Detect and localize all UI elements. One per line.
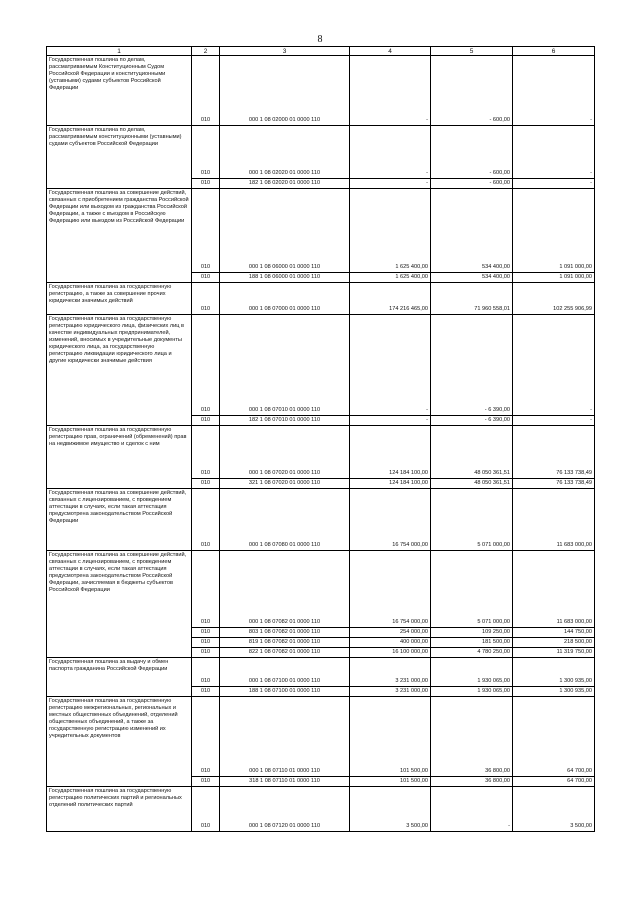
- budget-code-cell: 819 1 08 07082 01 0000 110: [220, 638, 350, 648]
- approved-amount-cell: 124 184 100,00: [350, 426, 431, 479]
- column-header-1: 1: [47, 47, 192, 56]
- executed-amount-cell: 5 071 000,00: [431, 489, 513, 551]
- executed-amount-cell: 109 250,00: [431, 628, 513, 638]
- unexecuted-amount-cell: -: [513, 416, 595, 426]
- indicator-name: Государственная пошлина за государственную регистрацию политических партий и региональных отделений политических партий: [47, 787, 192, 832]
- line-code-cell: 010: [192, 56, 220, 126]
- column-header-6: 6: [513, 47, 595, 56]
- column-header-2: 2: [192, 47, 220, 56]
- indicator-name: Государственная пошлина за государственную регистрацию, а также за совершение прочих юридически значимых действий: [47, 283, 192, 315]
- table-row: [47, 551, 595, 628]
- line-code-cell: 010: [192, 551, 220, 628]
- budget-code-cell: 000 1 08 02020 01 0000 110: [220, 126, 350, 179]
- unexecuted-amount-cell: 3 500,00: [513, 787, 595, 832]
- indicator-name: Государственная пошлина за государственную регистрацию прав, ограничений (обременений) прав на недвижимое имущество и сделок с ним: [47, 426, 192, 489]
- executed-amount-cell: 36 800,00: [431, 777, 513, 787]
- line-code-cell: 010: [192, 315, 220, 416]
- approved-amount-cell: 16 100 000,00: [350, 648, 431, 658]
- unexecuted-amount-cell: 1 091 000,00: [513, 189, 595, 273]
- indicator-name: Государственная пошлина за совершение действий, связанных с лицензированием, с проведением аттестации в случаях, если такая аттестация предусмотрена законодательством Российской Федерации, зачисляемая в бюджеты субъектов Российской Федерации: [47, 551, 192, 658]
- unexecuted-amount-cell: 102 255 906,99: [513, 283, 595, 315]
- budget-code-cell: 000 1 08 07020 01 0000 110: [220, 426, 350, 479]
- line-code-cell: 010: [192, 648, 220, 658]
- budget-code-cell: 000 1 08 07080 01 0000 110: [220, 489, 350, 551]
- approved-amount-cell: -: [350, 126, 431, 179]
- unexecuted-amount-cell: -: [513, 126, 595, 179]
- line-code-cell: 010: [192, 479, 220, 489]
- table-row: [47, 658, 595, 687]
- budget-code-cell: 318 1 08 07110 01 0000 110: [220, 777, 350, 787]
- executed-amount-cell: 181 500,00: [431, 638, 513, 648]
- indicator-name: Государственная пошлина за выдачу и обмен паспорта гражданина Российской Федерации: [47, 658, 192, 697]
- executed-amount-cell: 48 050 361,51: [431, 426, 513, 479]
- table-body: [47, 47, 595, 832]
- budget-code-cell: 000 1 08 07000 01 0000 110: [220, 283, 350, 315]
- approved-amount-cell: -: [350, 416, 431, 426]
- unexecuted-amount-cell: 11 683 000,00: [513, 551, 595, 628]
- line-code-cell: 010: [192, 777, 220, 787]
- budget-code-cell: 321 1 08 07020 01 0000 110: [220, 479, 350, 489]
- table-row: [47, 697, 595, 777]
- line-code-cell: 010: [192, 283, 220, 315]
- indicator-name: Государственная пошлина по делам, рассматриваемым Конституционным Судом Российской Федерации и конституционными (уставными) судами субъектов Российской Федерации: [47, 56, 192, 126]
- budget-code-cell: 000 1 08 06000 01 0000 110: [220, 189, 350, 273]
- budget-code-cell: 000 1 08 07120 01 0000 110: [220, 787, 350, 832]
- approved-amount-cell: 16 754 000,00: [350, 551, 431, 628]
- indicator-name: Государственная пошлина за государственную регистрацию юридического лица, физических лиц в качестве индивидуальных предпринимателей, изменений, вносимых в учредительные документы юридического лица, за государственную регистрацию ликвидации юридического лица и другие юридически значимые действия: [47, 315, 192, 426]
- unexecuted-amount-cell: 1 091 000,00: [513, 273, 595, 283]
- executed-amount-cell: 71 960 558,01: [431, 283, 513, 315]
- revenue-table: [46, 46, 595, 832]
- approved-amount-cell: 3 500,00: [350, 787, 431, 832]
- line-code-cell: 010: [192, 426, 220, 479]
- unexecuted-amount-cell: -: [513, 315, 595, 416]
- table-row: [47, 283, 595, 315]
- unexecuted-amount-cell: 64 700,00: [513, 697, 595, 777]
- budget-code-cell: 822 1 08 07082 01 0000 110: [220, 648, 350, 658]
- table-row: [47, 56, 595, 126]
- approved-amount-cell: 101 500,00: [350, 777, 431, 787]
- approved-amount-cell: 400 000,00: [350, 638, 431, 648]
- budget-code-cell: 000 1 08 02000 01 0000 110: [220, 56, 350, 126]
- line-code-cell: 010: [192, 189, 220, 273]
- unexecuted-amount-cell: -: [513, 56, 595, 126]
- column-header-3: 3: [220, 47, 350, 56]
- budget-code-cell: 188 1 08 06000 01 0000 110: [220, 273, 350, 283]
- approved-amount-cell: 3 231 000,00: [350, 658, 431, 687]
- table-row: [47, 489, 595, 551]
- approved-amount-cell: 16 754 000,00: [350, 489, 431, 551]
- approved-amount-cell: -: [350, 56, 431, 126]
- executed-amount-cell: - 600,00: [431, 126, 513, 179]
- indicator-name: Государственная пошлина за государственную регистрацию межрегиональных, региональных и местных общественных объединений, отделений общественных объединений, а также за государственную регистрацию изменений их учредительных документов: [47, 697, 192, 787]
- executed-amount-cell: - 6 390,00: [431, 315, 513, 416]
- table-row: [47, 787, 595, 832]
- line-code-cell: 010: [192, 273, 220, 283]
- unexecuted-amount-cell: 1 300 935,00: [513, 658, 595, 687]
- executed-amount-cell: 4 780 250,00: [431, 648, 513, 658]
- executed-amount-cell: 48 050 361,51: [431, 479, 513, 489]
- approved-amount-cell: -: [350, 179, 431, 189]
- approved-amount-cell: 1 625 400,00: [350, 189, 431, 273]
- executed-amount-cell: 36 800,00: [431, 697, 513, 777]
- unexecuted-amount-cell: 11 683 000,00: [513, 489, 595, 551]
- approved-amount-cell: 174 216 465,00: [350, 283, 431, 315]
- line-code-cell: 010: [192, 687, 220, 697]
- table-row: [47, 189, 595, 273]
- approved-amount-cell: 124 184 100,00: [350, 479, 431, 489]
- unexecuted-amount-cell: 64 700,00: [513, 777, 595, 787]
- page-number: 8: [317, 34, 323, 45]
- column-header-row: [47, 47, 595, 56]
- executed-amount-cell: - 600,00: [431, 56, 513, 126]
- budget-code-cell: 000 1 08 07100 01 0000 110: [220, 658, 350, 687]
- unexecuted-amount-cell: 1 300 935,00: [513, 687, 595, 697]
- indicator-name: Государственная пошлина за совершение действий, связанных с приобретением гражданства Российской Федерации или выходом из гражданства Российской Федерации, а также с въездом в Российскую Федерацию или выездом из Российской Федерации: [47, 189, 192, 283]
- table-row: [47, 426, 595, 479]
- line-code-cell: 010: [192, 489, 220, 551]
- table-row: [47, 315, 595, 416]
- approved-amount-cell: 254 000,00: [350, 628, 431, 638]
- line-code-cell: 010: [192, 416, 220, 426]
- budget-code-cell: 182 1 08 07010 01 0000 110: [220, 416, 350, 426]
- unexecuted-amount-cell: 76 133 738,49: [513, 426, 595, 479]
- indicator-name: Государственная пошлина за совершение действий, связанных с лицензированием, с проведением аттестации в случаях, если такая аттестация предусмотрена законодательством Российской Федерации: [47, 489, 192, 551]
- executed-amount-cell: 1 930 065,00: [431, 658, 513, 687]
- table-row: [47, 126, 595, 179]
- column-header-4: 4: [350, 47, 431, 56]
- unexecuted-amount-cell: 144 750,00: [513, 628, 595, 638]
- budget-code-cell: 182 1 08 02020 01 0000 110: [220, 179, 350, 189]
- approved-amount-cell: 1 625 400,00: [350, 273, 431, 283]
- approved-amount-cell: 101 500,00: [350, 697, 431, 777]
- budget-code-cell: 000 1 08 07010 01 0000 110: [220, 315, 350, 416]
- line-code-cell: 010: [192, 179, 220, 189]
- line-code-cell: 010: [192, 697, 220, 777]
- line-code-cell: 010: [192, 658, 220, 687]
- approved-amount-cell: 3 231 000,00: [350, 687, 431, 697]
- indicator-name: Государственная пошлина по делам, рассматриваемым конституционными (уставными) судами субъектов Российской Федерации: [47, 126, 192, 189]
- budget-code-cell: 803 1 08 07082 01 0000 110: [220, 628, 350, 638]
- unexecuted-amount-cell: 11 319 750,00: [513, 648, 595, 658]
- executed-amount-cell: -: [431, 787, 513, 832]
- approved-amount-cell: -: [350, 315, 431, 416]
- line-code-cell: 010: [192, 787, 220, 832]
- column-header-5: 5: [431, 47, 513, 56]
- unexecuted-amount-cell: -: [513, 179, 595, 189]
- executed-amount-cell: 1 930 065,00: [431, 687, 513, 697]
- executed-amount-cell: 534 400,00: [431, 273, 513, 283]
- budget-code-cell: 000 1 08 07110 01 0000 110: [220, 697, 350, 777]
- budget-code-cell: 188 1 08 07100 01 0000 110: [220, 687, 350, 697]
- executed-amount-cell: - 600,00: [431, 179, 513, 189]
- executed-amount-cell: - 6 390,00: [431, 416, 513, 426]
- unexecuted-amount-cell: 76 133 738,49: [513, 479, 595, 489]
- budget-code-cell: 000 1 08 07082 01 0000 110: [220, 551, 350, 628]
- unexecuted-amount-cell: 218 500,00: [513, 638, 595, 648]
- executed-amount-cell: 5 071 000,00: [431, 551, 513, 628]
- line-code-cell: 010: [192, 628, 220, 638]
- line-code-cell: 010: [192, 638, 220, 648]
- executed-amount-cell: 534 400,00: [431, 189, 513, 273]
- line-code-cell: 010: [192, 126, 220, 179]
